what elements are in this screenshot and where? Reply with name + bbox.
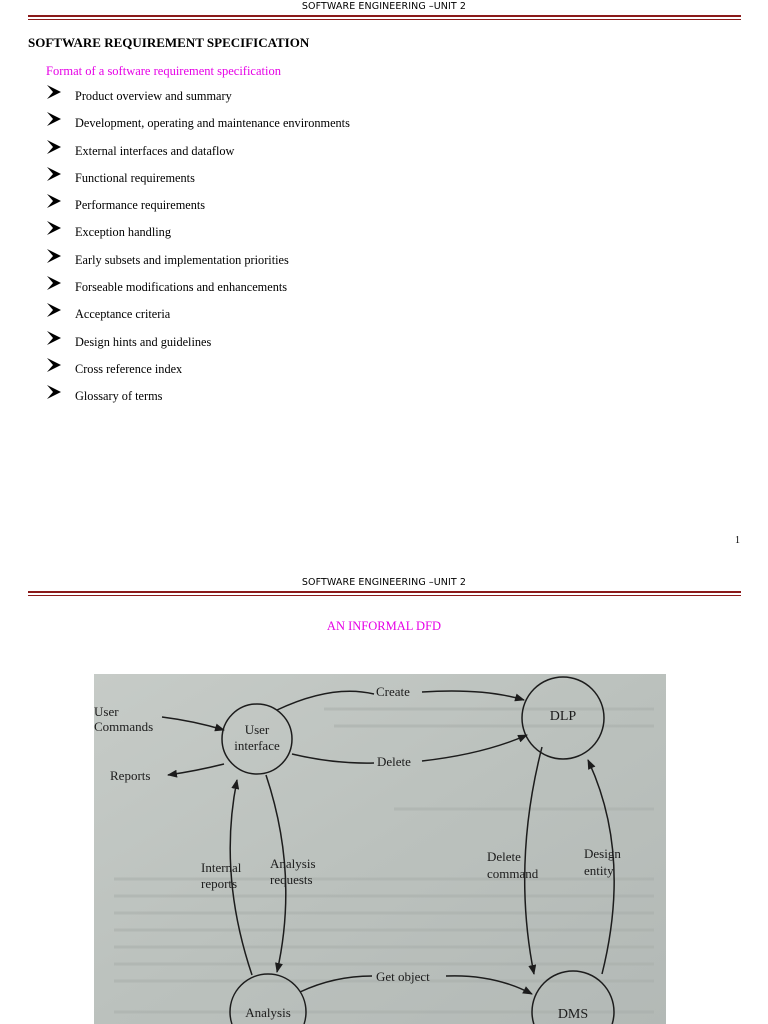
- list-item-label: Early subsets and implementation priorities: [75, 252, 289, 267]
- list-item-label: Exception handling: [75, 225, 171, 240]
- list-item-label: Acceptance criteria: [75, 307, 171, 322]
- label-design-entity: Design entity: [584, 846, 621, 878]
- arrowhead-bullet-icon: [46, 166, 62, 182]
- page-header-2: SOFTWARE ENGINEERING –UNIT 2: [301, 577, 467, 588]
- label-user-commands: User Commands: [94, 704, 154, 734]
- arrowhead-bullet-icon: [46, 357, 62, 373]
- label-analysis-requests: Analysis requests: [270, 856, 316, 887]
- list-item-label: Cross reference index: [75, 361, 183, 376]
- header-rule: [28, 15, 741, 17]
- node-label-analysis: Analysis: [245, 1005, 291, 1020]
- arrowhead-bullet-icon: [46, 275, 62, 291]
- page-number: 1: [735, 535, 740, 546]
- label-get-object: Get object: [376, 969, 430, 984]
- arrowhead-bullet-icon: [46, 193, 62, 209]
- label-delete: Delete: [377, 754, 411, 769]
- list-item-label: External interfaces and dataflow: [75, 143, 235, 158]
- arrowhead-bullet-icon: [46, 384, 62, 400]
- arrowhead-bullet-icon: [46, 220, 62, 236]
- arrowhead-bullet-icon: [46, 84, 62, 100]
- label-create: Create: [376, 684, 410, 699]
- arrowhead-bullet-icon: [46, 111, 62, 127]
- label-internal-reports: Internal reports: [201, 860, 242, 891]
- list-item-label: Glossary of terms: [75, 389, 163, 404]
- node-label-user-interface: User interface: [234, 722, 280, 753]
- list-item-label: Development, operating and maintenance environments: [75, 116, 350, 131]
- list-item-label: Forseable modifications and enhancements: [75, 280, 288, 295]
- list-item-label: Design hints and guidelines: [75, 334, 212, 349]
- list-item-label: Performance requirements: [75, 198, 206, 213]
- page-header: SOFTWARE ENGINEERING –UNIT 2: [301, 1, 467, 12]
- arrowhead-bullet-icon: [46, 248, 62, 264]
- node-label-dlp: DLP: [549, 709, 577, 724]
- label-reports: Reports: [110, 768, 151, 783]
- arrowhead-bullet-icon: [46, 139, 62, 155]
- arrowhead-bullet-icon: [46, 302, 62, 318]
- header-rule-thin: [28, 19, 741, 20]
- label-delete-command: Delete command: [487, 849, 539, 881]
- list-item-label: Functional requirements: [75, 170, 195, 185]
- node-label-dms: DMS: [557, 1007, 589, 1022]
- dfd-diagram-photo: [94, 674, 666, 1024]
- arrowhead-bullet-icon: [46, 330, 62, 346]
- section-subtitle: Format of a software requirement specification: [46, 64, 281, 78]
- header-rule-2: [28, 591, 741, 593]
- list-item-label: Product overview and summary: [75, 89, 232, 103]
- dfd-title: AN INFORMAL DFD: [326, 619, 442, 633]
- page-title: SOFTWARE REQUIREMENT SPECIFICATION: [28, 35, 310, 50]
- header-rule-thin-2: [28, 595, 741, 596]
